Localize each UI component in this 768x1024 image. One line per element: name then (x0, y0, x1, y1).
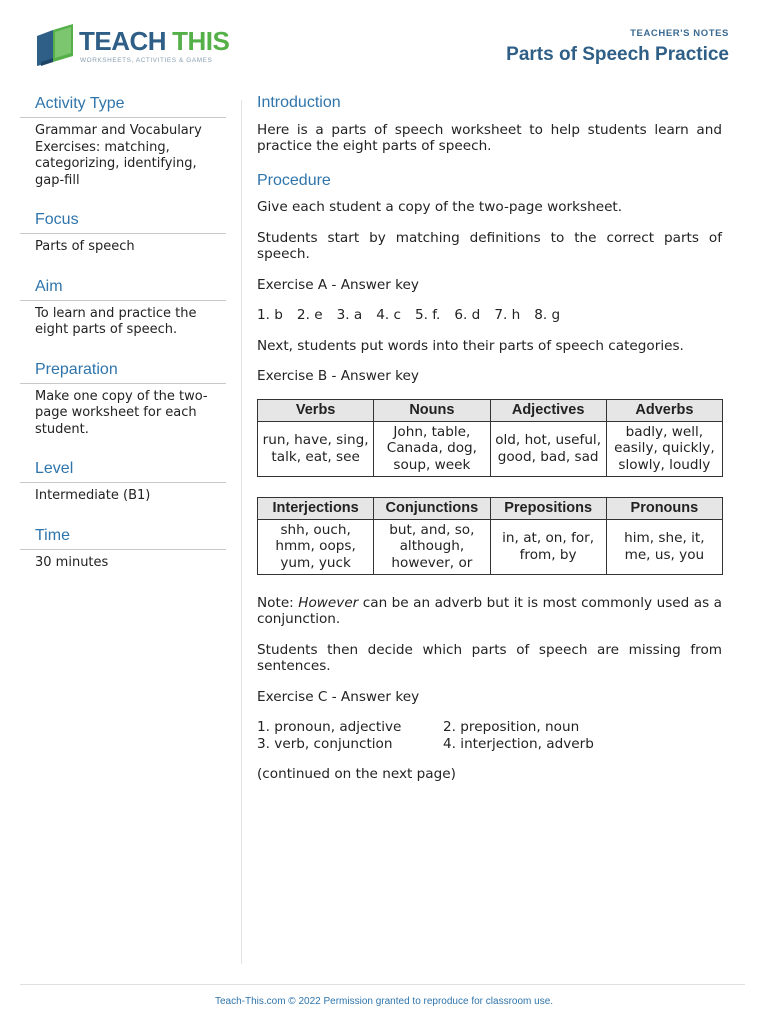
table-header-row (258, 497, 723, 519)
note-prefix: Note: (257, 594, 299, 611)
footer-divider (20, 984, 745, 985)
table-row (258, 519, 723, 574)
answer-item: 2. e (296, 307, 323, 323)
logo-word-this: THIS (172, 26, 230, 56)
answer-item: 6. d (454, 307, 481, 323)
introduction-heading: Introduction (257, 94, 341, 111)
page-title: Parts of Speech Practice (506, 44, 729, 65)
procedure-step-2: Students start by matching definitions to the correct parts of speech. (257, 229, 722, 262)
focus-heading: Focus (20, 211, 226, 234)
table-cell: John, table, Canada, dog, soup, week (374, 421, 490, 476)
answer-item: 4. interjection, adverb (443, 735, 594, 752)
note-emphasis-word: However (298, 594, 359, 611)
page-header (0, 0, 768, 90)
answer-table-2 (257, 497, 723, 575)
main-content (257, 95, 722, 797)
book-logo-icon (35, 22, 77, 68)
activity-type-heading: Activity Type (20, 95, 226, 118)
answer-item: 4. c (376, 307, 401, 323)
preparation-section (20, 361, 226, 439)
level-heading: Level (20, 460, 226, 483)
level-text: Intermediate (B1) (35, 488, 151, 503)
table-cell: old, hot, useful, good, bad, sad (490, 421, 606, 476)
exercise-b-label: Exercise B - Answer key (257, 368, 419, 384)
procedure-step-1: Give each student a copy of the two-page worksheet. (257, 199, 623, 215)
preparation-text: Make one copy of the two-page worksheet for each student. (35, 388, 208, 437)
table-cell: shh, ouch, hmm, oops, yum, yuck (258, 519, 374, 574)
time-text: 30 minutes (35, 554, 109, 570)
table-header-cell: Adjectives (490, 399, 606, 421)
aim-heading: Aim (20, 278, 226, 301)
level-section (20, 460, 226, 505)
answer-item: 1. b (257, 307, 283, 323)
table-header-cell: Adverbs (606, 399, 722, 421)
aim-text: To learn and practice the eight parts of speech. (35, 305, 197, 337)
column-divider (241, 100, 242, 964)
answer-item: 5. f. (414, 307, 441, 323)
answer-item: 3. verb, conjunction (257, 735, 393, 752)
teachers-notes-label: TEACHER'S NOTES (630, 28, 729, 39)
activity-type-section (20, 95, 226, 189)
aim-section (20, 278, 226, 339)
exercise-c-answers (257, 719, 722, 752)
table-cell: him, she, it, me, us, you (606, 519, 722, 574)
table-row (258, 421, 723, 476)
sidebar (20, 95, 226, 593)
note-text (257, 595, 722, 628)
procedure-step-4: Students then decide which parts of speech are missing from sentences. (257, 641, 722, 674)
table-header-cell: Pronouns (606, 497, 722, 519)
table-header-cell: Verbs (258, 399, 374, 421)
answer-table-1 (257, 399, 723, 477)
table-header-cell: Interjections (258, 497, 374, 519)
procedure-heading: Procedure (257, 171, 331, 189)
answer-item: 7. h (494, 307, 521, 323)
answer-item: 2. preposition, noun (443, 719, 580, 735)
exercise-c-label: Exercise C - Answer key (257, 688, 420, 705)
introduction-text: Here is a parts of speech worksheet to help students learn and practice the eight parts of speech. (257, 121, 722, 154)
preparation-heading: Preparation (20, 361, 226, 384)
logo-word-teach: TEACH (79, 26, 167, 56)
teach-this-logo (35, 22, 235, 72)
time-section (20, 527, 226, 572)
logo-tagline: WORKSHEETS, ACTIVITIES & GAMES (80, 57, 213, 64)
table-header-row (258, 399, 723, 421)
answer-item: 1. pronoun, adjective (257, 719, 402, 735)
table-cell: in, at, on, for, from, by (490, 519, 606, 574)
procedure-step-3: Next, students put words into their parts of speech categories. (257, 337, 684, 354)
continued-note: (continued on the next page) (257, 766, 456, 782)
focus-section (20, 211, 226, 256)
time-heading: Time (20, 527, 226, 550)
table-cell: run, have, sing, talk, eat, see (258, 421, 374, 476)
table-header-cell: Nouns (374, 399, 490, 421)
footer-text: Teach-This.com © 2022 Permission granted to reproduce for classroom use. (214, 996, 554, 1007)
exercise-a-label: Exercise A - Answer key (257, 276, 419, 293)
answer-item: 8. g (534, 307, 561, 323)
answer-item: 3. a (336, 307, 363, 323)
table-header-cell: Conjunctions (374, 497, 490, 519)
table-header-cell: Prepositions (490, 497, 606, 519)
table-cell: but, and, so, although, however, or (374, 519, 490, 574)
note-rest: can be an adverb but it is most commonly used as a conjunction. (257, 594, 722, 627)
activity-type-text: Grammar and Vocabulary Exercises: matching, categorizing, identifying, gap-fill (35, 123, 202, 188)
focus-text: Parts of speech (35, 239, 135, 254)
table-cell: badly, well, easily, quickly, slowly, loudly (606, 421, 722, 476)
exercise-a-answers (257, 307, 722, 324)
